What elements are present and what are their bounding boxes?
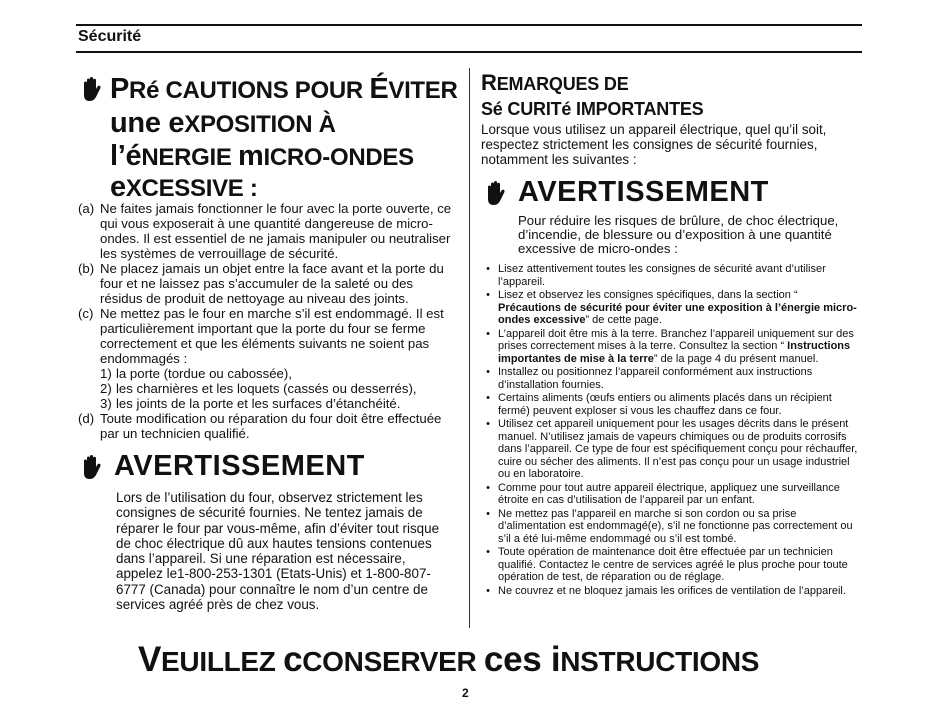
hand-stop-icon [80, 454, 102, 480]
list-item: • Lisez et observez les consignes spécifiques, dans la section “ Précautions de sécurité pour éviter une exposition à l’énergie micro-ondes excessive” de cette page. [486, 289, 857, 326]
list-item: • Ne mettez pas l’appareil en marche si son cordon ou sa prise d’alimentation est endommagé(e), s’il ne fonctionne pas correctement ou s’il a été lui-même endommagé ou s’il est tombé. [486, 507, 853, 545]
remarks-title: REMARQUES DE Sé CURITé IMPORTANTES [481, 70, 704, 119]
column-divider [469, 68, 470, 628]
precautions-title-line-3: l’éNERGIE mICRO-ONDES [110, 140, 414, 172]
list-item: • L’appareil doit être mis à la terre. Branchez l’appareil uniquement sur des prises correctement mises à la terre. Consultez la section “ Instructions importantes de mise à la terre” de la page 4 du présent manuel. [486, 327, 854, 365]
hand-stop-icon [484, 180, 506, 206]
list-item: (c) Ne mettez pas le four en marche s’il est endommagé. Il est particulièrement important que la porte du four se ferme correctement et que les éléments suivants ne soient pas endommagés : [78, 306, 444, 366]
sub-list-item: 3) les joints de la porte et les surfaces d’étanchéité. [100, 396, 401, 411]
list-item: • Certains aliments (œufs entiers ou aliments placés dans un récipient fermé) peuvent exploser si vous les chauffez dans ce four. [486, 392, 832, 417]
sub-list-item: 2) les charnières et les loquets (cassés ou desserrés), [100, 381, 417, 396]
warning-text: Lors de l’utilisation du four, observez strictement les consignes de sécurité fournies. Ne tentez jamais de réparer le four par vous-même, afin d’éviter tout risque de choc électrique dû aux hautes tensions contenues dans l’appareil. Si une réparation est nécessaire, appelez le1-800-253-1301 (Etats-Unis) et 1-800-807-6777 (Canada) pour connaître le nom d’un centre de services agréé près de chez vous. [116, 490, 440, 613]
list-item: • Toute opération de maintenance doit être effectuée par un technicien qualifié. Contactez le centre de services agréé le plus proche pour toute opération de test, de réparation ou de réglage. [486, 546, 848, 583]
precautions-title-line-2: une eXPOSITION À [110, 107, 336, 139]
remarks-intro: Lorsque vous utilisez un appareil électrique, quel qu’il soit, respectez strictement les consignes de sécurité fournies, notamment les suivantes : [481, 122, 827, 167]
header-rule-top [76, 24, 862, 26]
list-item: • Lisez attentivement toutes les consignes de sécurité avant d’utiliser l’appareil. [486, 263, 826, 288]
safety-bullets [478, 263, 862, 598]
footer-title: VEUILLEZ cCONSERVER ces iNSTRUCTIONS [138, 640, 760, 679]
list-item: (d) Toute modification ou réparation du four doit être effectuée par un technicien qualifié. [78, 411, 442, 441]
hand-stop-icon [80, 76, 102, 102]
page-number: 2 [462, 686, 469, 700]
precautions-list [78, 201, 458, 441]
sub-list-item: 1) la porte (tordue ou cabossée), [100, 366, 292, 381]
warning-title: AVERTISSEMENT [518, 176, 769, 208]
list-item: • Utilisez cet appareil uniquement pour les usages décrits dans le présent manuel. N’utilisez jamais de vapeurs chimiques ou de produits corrosifs dans l’appareil. Ce type de four est spécifiquement conçu pour réchauffer, cuire ou sécher des aliments. Il n’est pas conçu pour un usage industriel ou en laboratoire. [486, 418, 858, 480]
list-item: • Comme pour tout autre appareil électrique, appliquez une surveillance étroite en cas d’utilisation de l’appareil par un enfant. [486, 481, 840, 506]
warning-text: Pour réduire les risques de brûlure, de choc électrique, d’incendie, de blessure ou d’exposition à une quantité excessive de micro-ondes : [518, 213, 839, 256]
list-item: • Ne couvrez et ne bloquez jamais les orifices de ventilation de l’appareil. [486, 584, 846, 597]
list-item: • Installez ou positionnez l’appareil conformément aux instructions d’installation fournies. [486, 366, 813, 391]
precautions-title-line-1: PRé CAUTIONS POUR ÉVITER [110, 73, 458, 105]
header-rule-bottom [76, 51, 862, 53]
section-label: Sécurité [78, 28, 142, 45]
list-item: (b) Ne placez jamais un objet entre la face avant et la porte du four et ne laissez pas s’accumuler de la saleté ou des résidus de produit de nettoyage au niveau des joints. [78, 261, 444, 306]
list-item: (a) Ne faites jamais fonctionner le four avec la porte ouverte, ce qui vous exposerait à une quantité dangereuse de micro-ondes. Il est essentiel de ne jamais manipuler ou neutraliser les systèmes de verrouillage de sécurité. [78, 201, 452, 261]
precautions-title-line-4: eXCESSIVE : [110, 171, 258, 203]
warning-title: AVERTISSEMENT [114, 450, 365, 482]
